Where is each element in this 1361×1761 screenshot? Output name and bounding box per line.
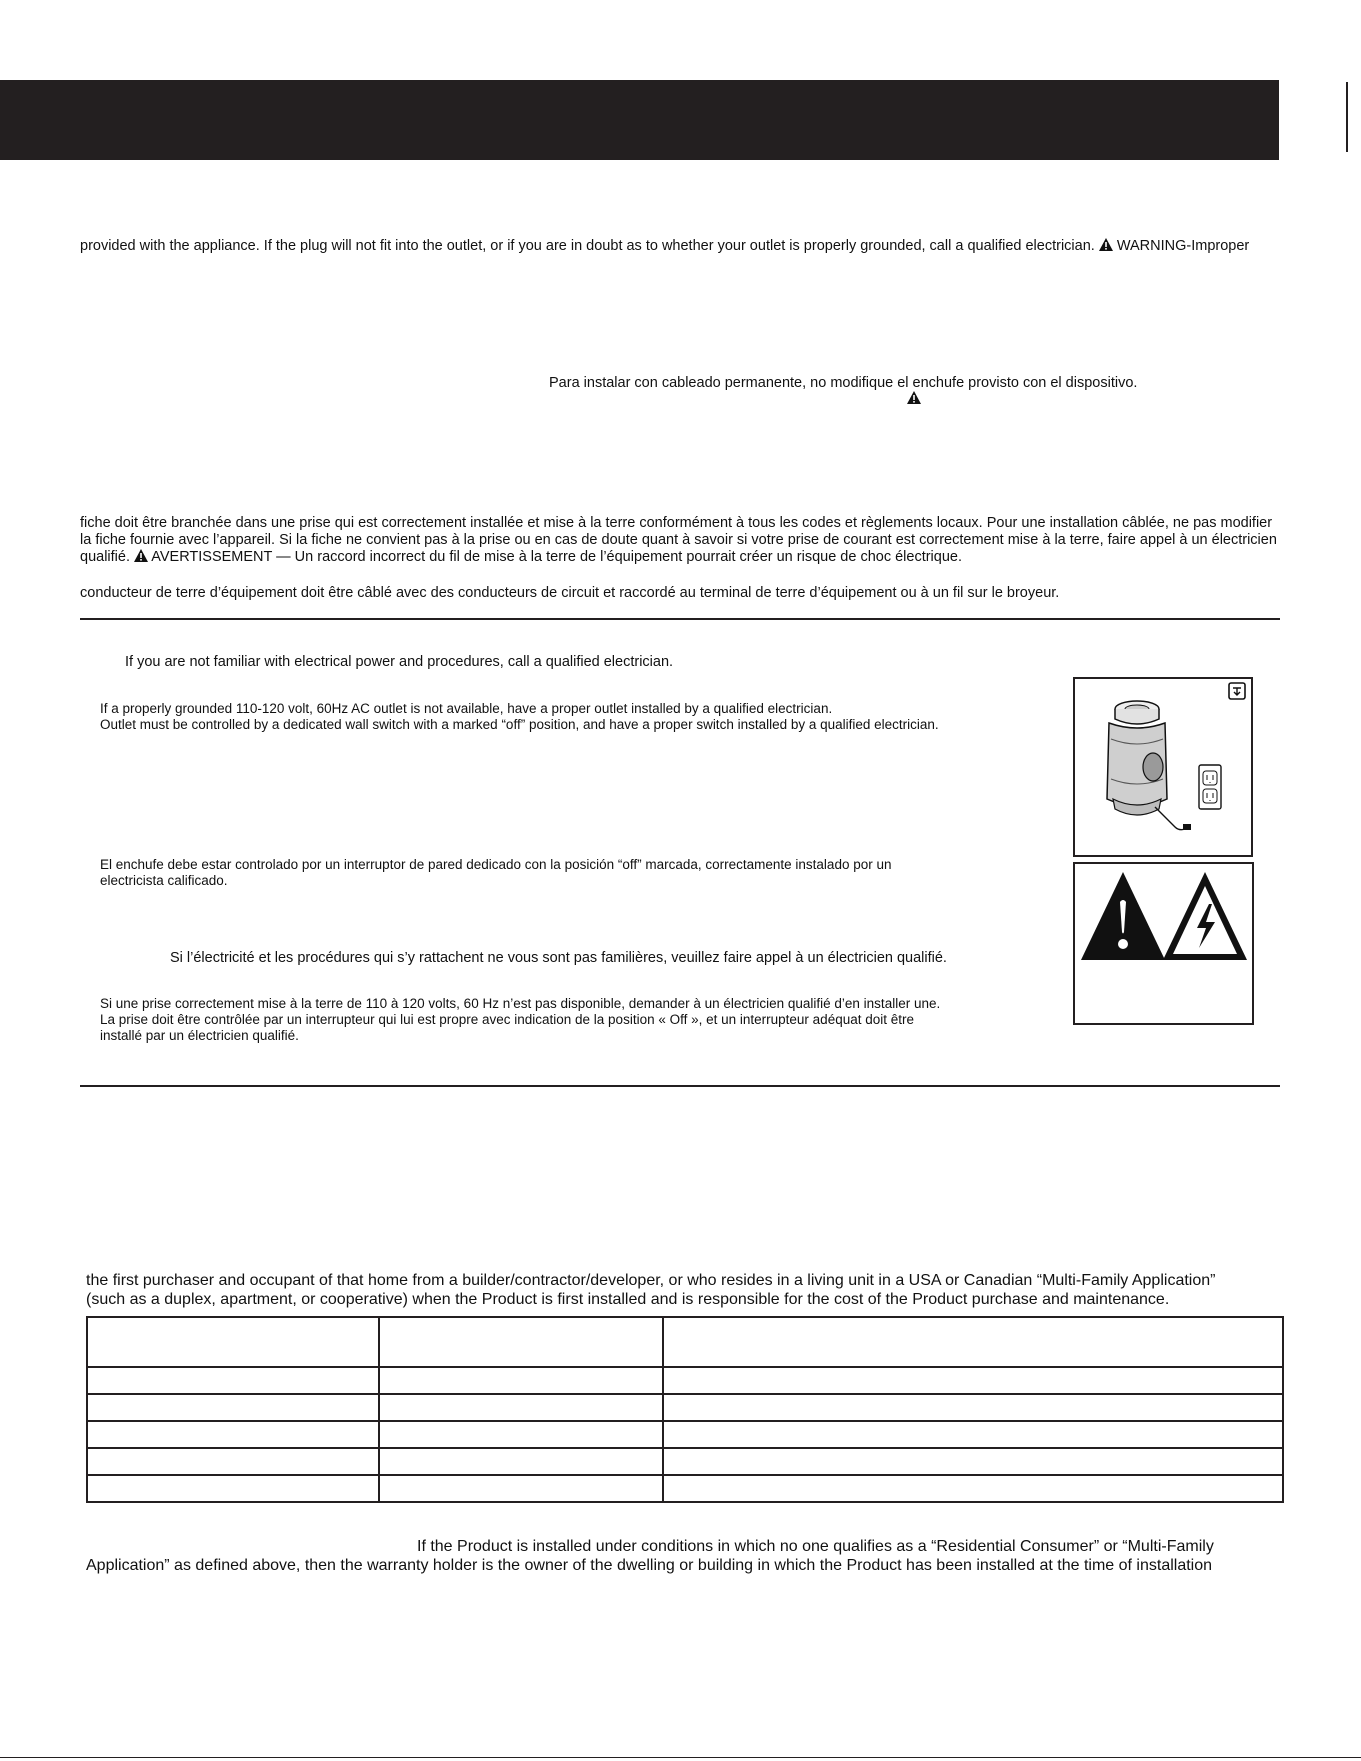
warning-triangle-icon bbox=[1099, 238, 1113, 251]
electrical-hazard-figure bbox=[1073, 862, 1254, 1025]
disposer-illustration bbox=[1075, 679, 1251, 855]
table-cell bbox=[663, 1421, 1283, 1448]
table-cell bbox=[663, 1475, 1283, 1502]
table-cell bbox=[663, 1394, 1283, 1421]
warranty-para2-line2: Application” as defined above, then the warranty holder is the owner of the dwelling or building in which the Product has been installed at the time of installation bbox=[86, 1557, 1213, 1574]
warranty-table bbox=[86, 1316, 1284, 1503]
table-cell bbox=[379, 1394, 663, 1421]
electrical-es-outlet-2: electricista calificado. bbox=[100, 873, 228, 888]
table-cell bbox=[379, 1317, 663, 1367]
electrical-fr-outlet-1: Si une prise correctement mise à la terre de 110 à 120 volts, 60 Hz n’est pas disponible, demander à un électricien qualifié d’en installer une. bbox=[100, 996, 941, 1011]
warning-triangle-icon bbox=[134, 549, 148, 562]
electrical-en-intro: If you are not familiar with electrical power and procedures, call a qualified electrician. bbox=[125, 654, 674, 670]
warranty-para1-line2: (such as a duplex, apartment, or cooperative) when the Product is first installed and is responsible for the cost of the Product purchase and maintenance. bbox=[86, 1291, 1170, 1308]
table-row bbox=[87, 1367, 1283, 1394]
grounding-fr-last-line: conducteur de terre d’équipement doit être câblé avec des conducteurs de circuit et raccordé au terminal de terre d’équipement ou à un fil sur le broyeur. bbox=[80, 585, 1060, 601]
table-row bbox=[87, 1448, 1283, 1475]
grounding-en-line bbox=[80, 238, 1249, 255]
section-divider-1 bbox=[80, 618, 1280, 620]
disposer-figure bbox=[1073, 677, 1253, 857]
table-cell bbox=[379, 1367, 663, 1394]
table-cell bbox=[663, 1367, 1283, 1394]
electrical-fr-intro: Si l’électricité et les procédures qui s’y rattachent ne vous sont pas familières, veuillez faire appel à un électricien qualifié. bbox=[170, 950, 947, 966]
table-cell bbox=[87, 1448, 379, 1475]
table-cell bbox=[379, 1475, 663, 1502]
table-cell bbox=[87, 1475, 379, 1502]
grounding-fr-text: qualifié. bbox=[80, 549, 130, 565]
grounding-fr-line-3 bbox=[80, 549, 962, 566]
table-cell bbox=[379, 1421, 663, 1448]
table-cell bbox=[663, 1448, 1283, 1475]
table-row bbox=[87, 1421, 1283, 1448]
table-row bbox=[87, 1394, 1283, 1421]
electrical-fr-outlet-2: La prise doit être contrôlée par un interrupteur qui lui est propre avec indication de la position « Off », et un interrupteur adéquat doit être bbox=[100, 1012, 915, 1027]
electrical-en-outlet-1: If a properly grounded 110-120 volt, 60Hz AC outlet is not available, have a proper outlet installed by a qualified electrician. bbox=[100, 701, 833, 716]
grounding-en-text: provided with the appliance. If the plug will not fit into the outlet, or if you are in doubt as to whether your outlet is properly grounded, call a qualified electrician. bbox=[80, 238, 1095, 254]
table-cell bbox=[379, 1448, 663, 1475]
warning-triangle-icon bbox=[907, 391, 921, 404]
table-row bbox=[87, 1475, 1283, 1502]
table-cell bbox=[87, 1367, 379, 1394]
electrical-fr-outlet-3: installé par un électricien qualifié. bbox=[100, 1028, 299, 1043]
grounding-es-line: Para instalar con cableado permanente, no modifique el enchufe provisto con el dispositivo. bbox=[549, 375, 1138, 391]
table-cell bbox=[87, 1317, 379, 1367]
table-cell bbox=[87, 1421, 379, 1448]
warranty-para1-line1: the first purchaser and occupant of that home from a builder/contractor/developer, or who resides in a living unit in a USA or Canadian “Multi-Family Application” bbox=[86, 1272, 1216, 1289]
table-cell bbox=[663, 1317, 1283, 1367]
table-cell bbox=[87, 1394, 379, 1421]
grounding-fr-warning: AVERTISSEMENT — Un raccord incorrect du fil de mise à la terre de l’équipement pourrait créer un risque de choc électrique. bbox=[151, 549, 963, 565]
warranty-para2-line1: If the Product is installed under conditions in which no one qualifies as a “Residential Consumer” or “Multi-Family bbox=[417, 1538, 1214, 1555]
electrical-es-outlet-1: El enchufe debe estar controlado por un interruptor de pared dedicado con la posición “off” marcada, correctamente instalado por un bbox=[100, 857, 892, 872]
electrical-hazard-icon bbox=[1075, 864, 1252, 1023]
electrical-en-outlet-2: Outlet must be controlled by a dedicated wall switch with a marked “off” position, and have a proper switch installed by a qualified electrician. bbox=[100, 717, 939, 732]
table-header-row bbox=[87, 1317, 1283, 1367]
header-banner bbox=[0, 80, 1279, 160]
grounding-fr-line-2: la fiche fournie avec l’appareil. Si la fiche ne convient pas à la prise ou en cas de doute quant à savoir si votre prise de courant est correctement mise à la terre, faire appel à un électricien bbox=[80, 532, 1277, 548]
grounding-en-warning: WARNING-Improper bbox=[1116, 238, 1250, 254]
grounding-fr-line-1: fiche doit être branchée dans une prise qui est correctement installée et mise à la terre conformément à tous les codes et règlements locaux. Pour une installation câblée, ne pas modifier bbox=[80, 515, 1273, 531]
page-edge-mark bbox=[1346, 82, 1348, 152]
section-divider-2 bbox=[80, 1085, 1280, 1087]
page-bottom-rule bbox=[0, 1757, 1361, 1758]
